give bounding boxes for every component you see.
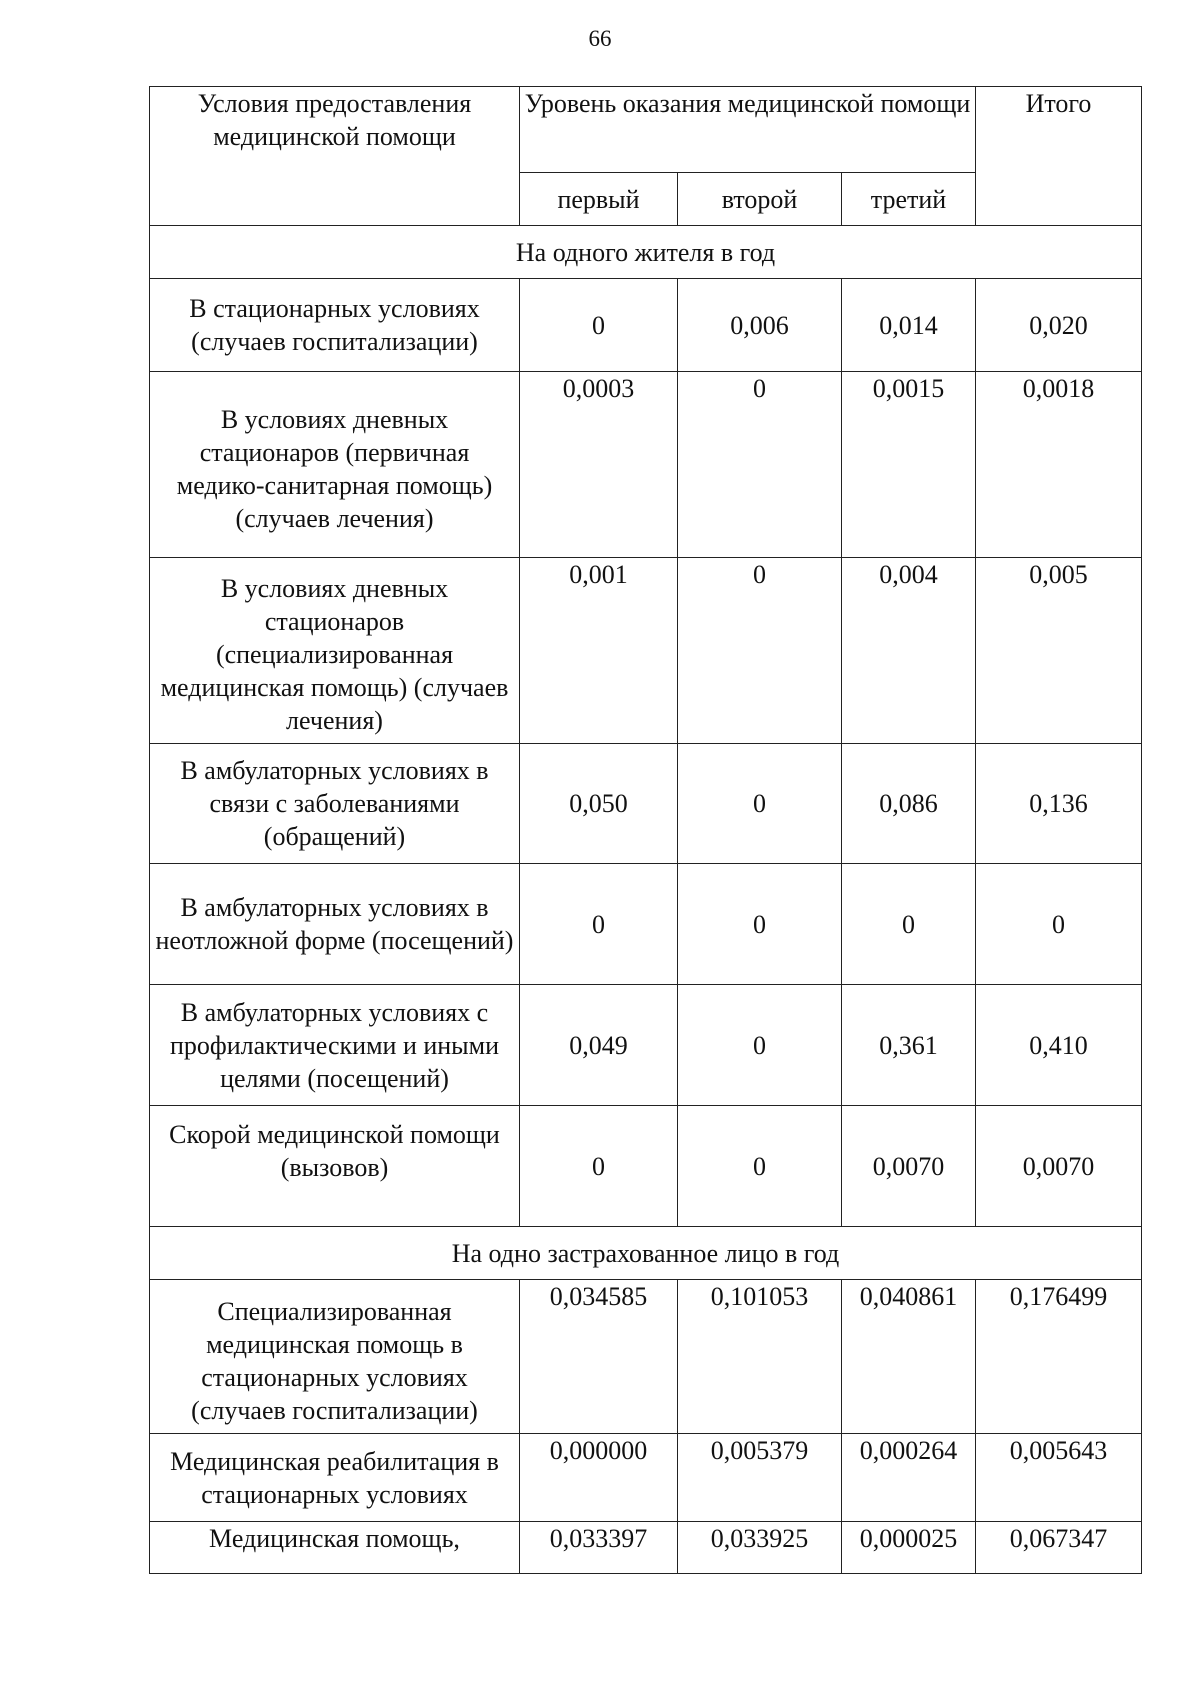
cell-value: 0,410: [976, 985, 1142, 1106]
cell-value: 0,0018: [976, 372, 1142, 558]
page-number: 66: [588, 26, 612, 51]
cell-value: 0,001: [520, 558, 678, 744]
medical-care-volume-table: [149, 86, 1142, 1574]
table-row: [150, 372, 1142, 558]
cell-value: 0: [678, 1106, 842, 1227]
section-title-per-resident: На одного жителя в год: [150, 226, 1142, 279]
row-label: В стационарных условиях (случаев госпитализации): [150, 279, 520, 372]
header-total: Итого: [976, 87, 1142, 226]
table-row: [150, 1434, 1142, 1522]
cell-value: 0,050: [520, 744, 678, 864]
cell-value: 0,086: [842, 744, 976, 864]
cell-value: 0,005379: [678, 1434, 842, 1522]
cell-value: 0,176499: [976, 1280, 1142, 1434]
cell-value: 0: [678, 985, 842, 1106]
section-title-per-insured: На одно застрахованное лицо в год: [150, 1227, 1142, 1280]
table-row: [150, 1522, 1142, 1574]
cell-value: 0,020: [976, 279, 1142, 372]
table-row: [150, 558, 1142, 744]
cell-value: 0,000264: [842, 1434, 976, 1522]
cell-value: 0,361: [842, 985, 976, 1106]
cell-value: 0,0015: [842, 372, 976, 558]
table-row: [150, 279, 1142, 372]
row-label: Медицинская помощь,: [150, 1522, 520, 1574]
row-label: В условиях дневных стационаров (специализированная медицинская помощь) (случаев лечения): [150, 558, 520, 744]
cell-value: 0,0070: [976, 1106, 1142, 1227]
cell-value: 0: [678, 558, 842, 744]
row-label: В амбулаторных условиях в связи с заболеваниями (обращений): [150, 744, 520, 864]
cell-value: 0: [678, 372, 842, 558]
cell-value: 0: [520, 864, 678, 985]
cell-value: 0,067347: [976, 1522, 1142, 1574]
cell-value: 0,0070: [842, 1106, 976, 1227]
table-row: [150, 1106, 1142, 1227]
cell-value: 0: [520, 279, 678, 372]
cell-value: 0: [520, 1106, 678, 1227]
cell-value: 0: [842, 864, 976, 985]
cell-value: 0,000000: [520, 1434, 678, 1522]
header-level-first: первый: [520, 173, 678, 226]
cell-value: 0,014: [842, 279, 976, 372]
cell-value: 0,049: [520, 985, 678, 1106]
cell-value: 0: [678, 744, 842, 864]
cell-value: 0,005643: [976, 1434, 1142, 1522]
row-label: Медицинская реабилитация в стационарных условиях: [150, 1434, 520, 1522]
table-row: [150, 864, 1142, 985]
cell-value: 0,040861: [842, 1280, 976, 1434]
row-label: Специализированная медицинская помощь в стационарных условиях (случаев госпитализации): [150, 1280, 520, 1434]
header-level-third: третий: [842, 173, 976, 226]
cell-value: 0,101053: [678, 1280, 842, 1434]
row-label: В амбулаторных условиях в неотложной форме (посещений): [150, 864, 520, 985]
cell-value: 0,0003: [520, 372, 678, 558]
cell-value: 0: [976, 864, 1142, 985]
section-row: [150, 1227, 1142, 1280]
cell-value: 0,033397: [520, 1522, 678, 1574]
header-care-level: Уровень оказания медицинской помощи: [520, 87, 976, 173]
cell-value: 0,005: [976, 558, 1142, 744]
cell-value: 0: [678, 864, 842, 985]
cell-value: 0,000025: [842, 1522, 976, 1574]
row-label: В амбулаторных условиях с профилактическими и иными целями (посещений): [150, 985, 520, 1106]
cell-value: 0,034585: [520, 1280, 678, 1434]
table-row: [150, 985, 1142, 1106]
cell-value: 0,004: [842, 558, 976, 744]
header-level-second: второй: [678, 173, 842, 226]
cell-value: 0,136: [976, 744, 1142, 864]
header-conditions: Условия предоставления медицинской помощи: [150, 87, 520, 226]
cell-value: 0,033925: [678, 1522, 842, 1574]
row-label: Скорой медицинской помощи (вызовов): [150, 1106, 520, 1227]
cell-value: 0,006: [678, 279, 842, 372]
row-label: В условиях дневных стационаров (первичная медико-санитарная помощь) (случаев лечения): [150, 372, 520, 558]
section-row: [150, 226, 1142, 279]
table-row: [150, 744, 1142, 864]
table-row: [150, 1280, 1142, 1434]
